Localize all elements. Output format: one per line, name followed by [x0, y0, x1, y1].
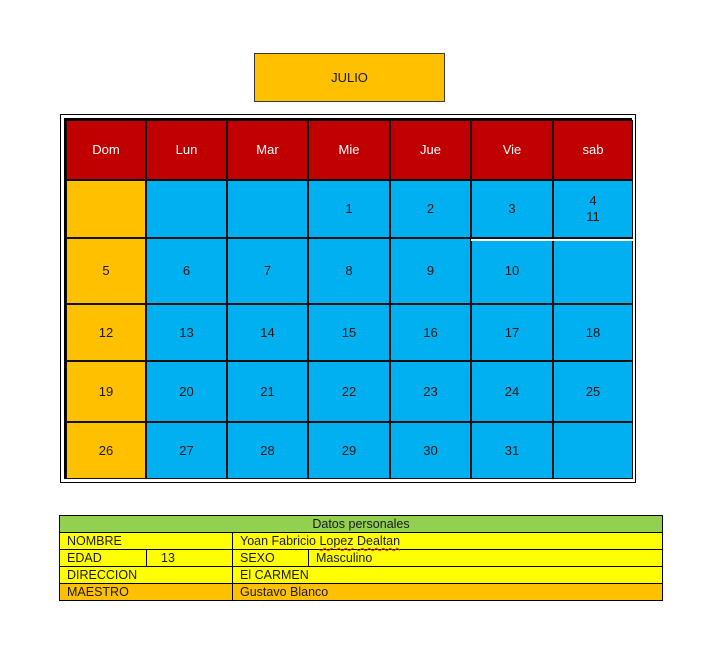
day-cell: [227, 238, 308, 304]
day-number: 29: [341, 442, 357, 458]
day-number: 2: [426, 201, 435, 216]
day-cell: [471, 422, 553, 479]
day-cell: [146, 238, 227, 304]
day-cell: [66, 304, 146, 361]
weekday-header-mie: [308, 120, 390, 180]
weekday-header-jue: [390, 120, 471, 180]
day-cell: [553, 422, 633, 479]
day-cell: [308, 422, 390, 479]
day-cell: [227, 304, 308, 361]
weekday-header-dom: [66, 120, 146, 180]
sex-value: Masculino: [309, 550, 663, 567]
weekday-label: Mie: [338, 142, 360, 157]
day-number: 30: [423, 442, 438, 458]
day-cell: [471, 180, 553, 238]
day-cell: [390, 304, 471, 361]
day-number: 7: [263, 263, 272, 278]
day-number: 21: [260, 383, 275, 399]
day-number: 23: [423, 383, 438, 399]
day-number: 5: [102, 263, 110, 278]
day-cell: [308, 180, 390, 238]
weekday-label: Dom: [92, 142, 120, 157]
day-cell: [390, 180, 471, 238]
day-cell: [308, 238, 390, 304]
day-cell: [66, 361, 146, 422]
weekday-label: Mar: [256, 142, 279, 157]
day-number: 28: [260, 442, 275, 458]
day-number: 12: [98, 324, 114, 340]
day-cell: [390, 238, 471, 304]
calendar: [60, 114, 636, 483]
weekday-header-mar: [227, 120, 308, 180]
day-number: 11: [586, 209, 600, 224]
day-cell: [390, 361, 471, 422]
day-cell: [66, 422, 146, 479]
day-cell: [308, 361, 390, 422]
day-cell: [308, 304, 390, 361]
day-number: 10: [504, 263, 520, 278]
week-separator: [471, 239, 633, 241]
day-cell: [66, 180, 146, 238]
day-cell: [471, 361, 553, 422]
day-number: 22: [341, 383, 357, 399]
name-value-lopez: Lopez: [319, 534, 354, 548]
day-cell: [227, 361, 308, 422]
day-number: 25: [585, 383, 601, 399]
address-value: El CARMEN: [233, 567, 663, 584]
day-number: 15: [341, 324, 357, 340]
personal-data-title: Datos personales: [60, 516, 663, 533]
day-cell: [553, 180, 633, 238]
age-label: EDAD: [60, 550, 147, 567]
day-cell: [553, 304, 633, 361]
age-value: 13: [147, 550, 233, 567]
teacher-value: Gustavo Blanco: [233, 584, 663, 601]
day-number: 17: [504, 324, 520, 340]
day-number: 4: [589, 193, 597, 208]
day-number: 9: [426, 263, 435, 278]
day-number: 14: [260, 324, 275, 340]
day-number: 13: [179, 324, 194, 340]
day-cell: [66, 238, 146, 304]
day-cell: [390, 422, 471, 479]
day-number: 19: [98, 383, 114, 399]
name-value: [233, 533, 663, 550]
day-number: 3: [508, 201, 516, 216]
weekday-header-sab: [553, 120, 633, 180]
personal-data-table: [59, 515, 663, 601]
day-cell: [146, 422, 227, 479]
teacher-label: MAESTRO: [60, 584, 233, 601]
calendar-grid: [64, 118, 632, 479]
month-title: JULIO: [254, 53, 445, 102]
name-label: NOMBRE: [60, 533, 233, 550]
weekday-label: Lun: [175, 142, 198, 157]
day-number: 8: [345, 263, 353, 278]
day-number: 27: [179, 442, 194, 458]
day-cell: [471, 238, 553, 304]
day-cell: [553, 361, 633, 422]
day-number: 20: [179, 383, 194, 399]
day-cell: [227, 180, 308, 238]
weekday-label: Vie: [502, 142, 522, 157]
weekday-header-vie: [471, 120, 553, 180]
week-separator-right: [633, 239, 635, 241]
address-label: DIRECCION: [60, 567, 233, 584]
weekday-label: sab: [582, 142, 604, 157]
day-number: 31: [504, 442, 520, 458]
name-value-first: Yoan Fabricio: [240, 534, 320, 548]
day-cell: [227, 422, 308, 479]
day-cell: [471, 304, 553, 361]
day-cell: [553, 238, 633, 304]
day-cell: [146, 180, 227, 238]
day-number: 26: [98, 442, 114, 458]
weekday-label: Jue: [420, 142, 441, 157]
name-value-dealtan: Dealtan: [357, 534, 401, 548]
sex-label: SEXO: [233, 550, 309, 567]
day-number: 1: [345, 201, 353, 216]
day-cell: [146, 304, 227, 361]
weekday-header-lun: [146, 120, 227, 180]
day-number: 6: [182, 263, 191, 278]
day-number: 24: [504, 383, 520, 399]
day-number: 16: [423, 324, 438, 340]
day-cell: [146, 361, 227, 422]
day-number: 18: [585, 324, 601, 340]
